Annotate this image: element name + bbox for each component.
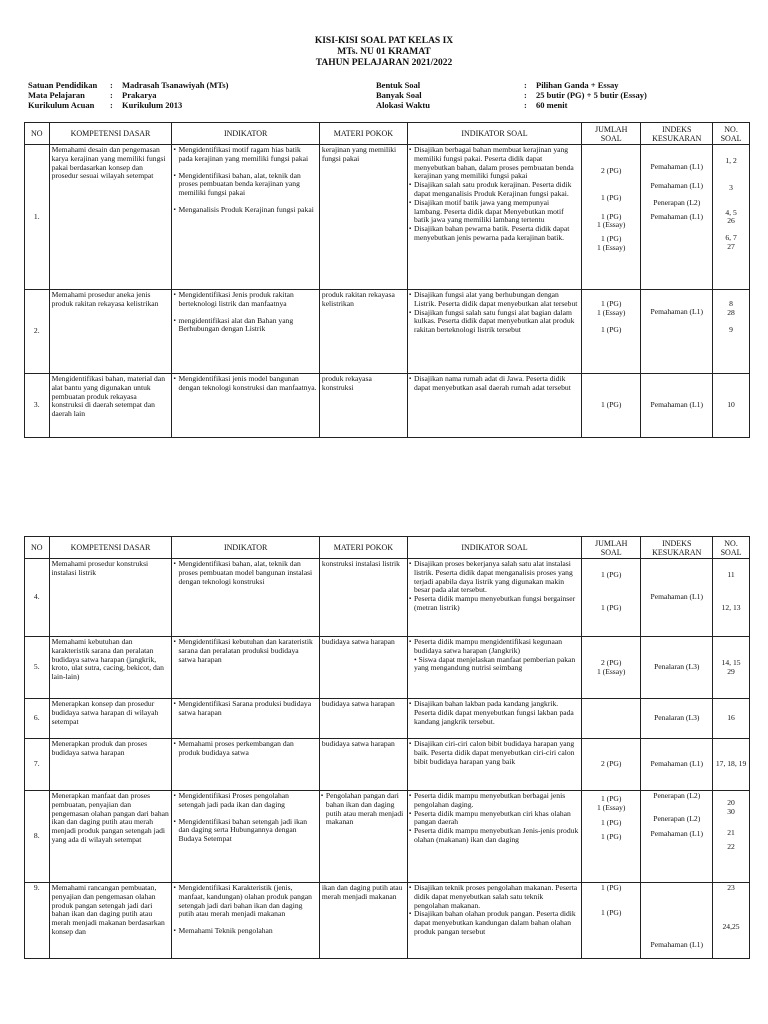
doc-title: KISI-KISI SOAL PAT KELAS IX (314, 36, 454, 46)
no-soal-value: 28 (727, 307, 735, 317)
row-kd: Memahami kebutuhan dan karakteristik sarana dan peralatan budidaya satwa harapan (jangkrik, kroto, ulat sutra, cacing, bekicot, dan lain-lain) (49, 637, 172, 699)
col-no: NO (25, 123, 50, 145)
jumlah-value: 1 (PG) (600, 570, 622, 579)
row-kd: Memahami rancangan pembuatan, penyajian dan pengemasan olahan produk pangan setengah jadi dari bahan ikan dan daging putih atau merah menjadi makanan berdasarkan konsep dan (49, 883, 172, 959)
row-indeks (641, 637, 713, 699)
meta-key: Mata Pelajaran (28, 90, 85, 100)
row-no: 1. (25, 145, 50, 290)
list-item: ▪ Disajikan bahan olahan produk pangan. Peserta didik dapat menyebutkan kandungan dalam bahan olahan produk pangan tersebut (410, 910, 579, 936)
table-row (25, 559, 750, 637)
row-kd: Memahami prosedur aneka jenis produk rakitan rekayasa kelistrikan (49, 290, 172, 374)
row-kd: Mengidentifikasi bahan, material dan alat bantu yang digunakan untuk pembuatan produk rekayasa konstruksi di daerah setempat dan daerah lain (49, 374, 172, 438)
meta-key: Satuan Pendidikan (28, 80, 98, 90)
meta-key: Bentuk Soal (376, 80, 421, 90)
row-kd: Memahami desain dan pengemasan karya kerajinan yang memiliki fungsi pakai berdasarkan konsep dan prosedur sesuai wilayah setempat (49, 145, 172, 290)
meta-key: Kurikulum Acuan (28, 100, 95, 110)
col-kompetensi-dasar: KOMPETENSI DASAR (49, 537, 172, 559)
table-row (25, 145, 750, 290)
list-item: ▪ Disajikan fungsi salah satu fungsi alat bagian dalam kulkas. Peserta didik dapat menyebutkan alat produk rakitan berteknologi listrik tersebut (410, 309, 579, 335)
row-materi: budidaya satwa harapan (319, 637, 407, 699)
list-item: ▪ Peserta didik mampu mengidentifikasi kegunaan budidaya satwa harapan (Jangkrik) (410, 638, 579, 656)
indeks-value: Pemahaman (L1) (650, 828, 704, 838)
jumlah-value: 1 (Essay) (596, 242, 626, 252)
row-no-soal (713, 637, 750, 699)
list-item: ▪ Mengidentifikasi bahan, alat, teknik dan proses pembuatan model bangunan instalasi dengan teknologi konstruksi (174, 560, 316, 586)
jumlah-value: 1 (PG) (600, 324, 622, 334)
indeks-value: Penerapan (L2) (653, 197, 701, 207)
no-soal-value: 16 (727, 713, 735, 723)
list-item: ▪ Mengidentifikasi bahan, alat, teknik dan proses pembuatan benda kerajinan yang memiliki fungsi pakai (174, 172, 316, 198)
row-jumlah (582, 699, 641, 739)
jumlah-value: 1 (Essay) (596, 220, 626, 230)
col-kompetensi-dasar: KOMPETENSI DASAR (49, 123, 172, 145)
jumlah-value: 1 (PG) (600, 400, 622, 410)
row-indikator (172, 290, 319, 374)
kisi-table-2 (24, 536, 750, 959)
no-soal-value: 29 (727, 666, 735, 676)
row-indeks (641, 290, 713, 374)
jumlah-value: 2 (PG) (600, 759, 622, 769)
list-item: ▪ Disajikan fungsi alat yang berhubungan dengan Listrik. Peserta didik dapat menyebutkan alat tersebut (410, 291, 579, 309)
row-indeks (641, 791, 713, 883)
meta-value: Prakarya (122, 90, 157, 100)
row-indikator-soal (407, 739, 581, 791)
list-item: ▪ Mengidentifikasi kebutuhan dan karateristik sarana dan peralatan produksi budidaya satwa harapan (174, 638, 316, 664)
col-indikator-soal: INDIKATOR SOAL (407, 123, 581, 145)
indeks-value: Pemahaman (L1) (650, 180, 704, 190)
list-item: ▪ mengidentifikasi alat dan Bahan yang Berhubungan dengan Listrik (174, 317, 316, 335)
indeks-value: Pemahaman (L1) (650, 307, 704, 316)
no-soal-value: 21 (727, 827, 735, 837)
row-materi: ikan dan daging putih atau merah menjadi makanan (319, 883, 407, 959)
list-item: ▪ Memahami proses perkembangan dan produk budidaya satwa (174, 740, 316, 758)
row-no: 2. (25, 290, 50, 374)
row-materi (319, 791, 407, 883)
row-materi: kerajinan yang memiliki fungsi pakai (319, 145, 407, 290)
jumlah-value: 1 (Essay) (596, 802, 626, 812)
no-soal-value: 12, 13 (721, 602, 741, 612)
doc-year: TAHUN PELAJARAN 2021/2022 (315, 58, 453, 68)
table-row (25, 290, 750, 374)
table-header-row (25, 123, 750, 145)
jumlah-value: 2 (PG) (600, 657, 622, 667)
list-item: ▪ Mengidentifikasi Karakteristik (jenis, manfaat, kandungan) olahan produk pangan setengah jadi dari bahan ikan dan daging putih atau merah menjadi makanan (174, 884, 316, 919)
row-indeks (641, 374, 713, 438)
row-jumlah (582, 791, 641, 883)
list-item: ▪ Mengidentifikasi jenis model bangunan dengan teknologi konstruksi dan manfaatnya. (174, 375, 316, 393)
list-item: ▪ Disajikan ciri-ciri calon bibit budidaya harapan yang baik. Peserta didik dapat menyebutkan ciri-ciri calon bibit budidaya harapan yang baik (410, 740, 579, 766)
no-soal-value: 10 (727, 400, 735, 410)
table-row (25, 699, 750, 739)
row-jumlah (582, 739, 641, 791)
doc-school: MTs. NU 01 KRAMAT (337, 47, 431, 57)
list-item: ▪ Mengidentifikasi bahan setengah jadi ikan dan daging serta Hubungannya dengan Budaya Setempat (174, 818, 316, 844)
meta-key: Alokasi Waktu (376, 100, 430, 110)
indeks-value: Pemahaman (L1) (650, 212, 704, 222)
row-jumlah (582, 637, 641, 699)
indeks-value: Pemahaman (L1) (650, 400, 704, 410)
no-soal-value: 20 (727, 798, 735, 807)
table-header-row (25, 537, 750, 559)
no-soal-value: 1, 2 (725, 156, 737, 165)
row-indikator-soal (407, 559, 581, 637)
meta-value: 25 butir (PG) + 5 butir (Essay) (536, 90, 647, 100)
row-indikator-soal (407, 145, 581, 290)
no-soal-value: 22 (727, 842, 735, 852)
list-item: ▪ Peserta didik mampu menyebutkan ciri khas olahan pangan daerah (410, 810, 579, 828)
meta-value: 60 menit (536, 100, 568, 110)
col-indeks-kesukaran: INDEKS KESUKARAN (641, 537, 713, 559)
row-indeks (641, 145, 713, 290)
jumlah-value: 1 (PG) (600, 883, 622, 892)
row-jumlah (582, 290, 641, 374)
row-indikator (172, 791, 319, 883)
row-kd: Memahami prosedur konstruksi instalasi listrik (49, 559, 172, 637)
row-kd: Menerapkan produk dan proses budidaya satwa harapan (49, 739, 172, 791)
jumlah-value: 1 (Essay) (596, 666, 626, 676)
jumlah-value: 1 (PG) (600, 602, 622, 612)
indeks-value: Penerapan (L2) (653, 791, 701, 800)
meta-left: Satuan Pendidikan : Madrasah Tsanawiyah (MTs) Mata Pelajaran : Prakarya Kurikulum Acuan : Kurikulum 2013 (28, 80, 229, 110)
list-item: ▪ Disajikan nama rumah adat di Jawa. Peserta didik dapat menyebutkan asal daerah rumah adat tersebut (410, 375, 579, 393)
no-soal-value: 6, 7 (725, 233, 737, 243)
list-item: ▪ Menganalisis Produk Kerajinan fungsi pakai (174, 206, 316, 215)
jumlah-value: 1 (PG) (600, 234, 622, 244)
row-indikator-soal (407, 791, 581, 883)
indeks-value: Pemahaman (L1) (650, 759, 704, 769)
table-row (25, 739, 750, 791)
col-indikator-soal: INDIKATOR SOAL (407, 537, 581, 559)
table-row (25, 374, 750, 438)
meta-value: Pilihan Ganda + Essay (536, 80, 619, 90)
row-no-soal (713, 791, 750, 883)
col-materi-pokok: MATERI POKOK (319, 537, 407, 559)
indeks-value: Penalaran (L3) (654, 713, 700, 723)
row-indeks (641, 883, 713, 959)
col-no-soal: NO. SOAL (713, 123, 750, 145)
row-no-soal (713, 374, 750, 438)
col-no-soal: NO. SOAL (713, 537, 750, 559)
row-materi: produk rekayasa konstruksi (319, 374, 407, 438)
row-materi: budidaya satwa harapan (319, 739, 407, 791)
jumlah-value: 1 (PG) (600, 794, 622, 803)
row-no: 6. (25, 699, 50, 739)
row-indikator-soal (407, 699, 581, 739)
meta-right: Bentuk Soal : Pilihan Ganda + Essay Banyak Soal : 25 butir (PG) + 5 butir (Essay) Alokasi Waktu : 60 menit (376, 80, 647, 110)
col-no: NO (25, 537, 50, 559)
indeks-value: Penalaran (L3) (654, 662, 700, 672)
jumlah-value: 1 (PG) (600, 192, 622, 202)
table-row (25, 637, 750, 699)
col-indeks-kesukaran: INDEKS KESUKARAN (641, 123, 713, 145)
meta-value: Kurikulum 2013 (122, 100, 183, 110)
row-indikator (172, 374, 319, 438)
list-item: ▪ Disajikan bahan pewarna batik. Peserta didik dapat menyebutkan jenis pewarna pada kerajinan batik. (410, 225, 579, 243)
row-indikator (172, 699, 319, 739)
meta-value: Madrasah Tsanawiyah (MTs) (122, 80, 229, 90)
row-indikator-soal (407, 290, 581, 374)
row-jumlah (582, 145, 641, 290)
list-item: ▪ Mengidentifikasi motif ragam hias batik pada kerajinan yang memiliki fungsi pakai (174, 146, 316, 164)
row-indeks (641, 559, 713, 637)
no-soal-value: 27 (727, 241, 735, 251)
jumlah-value: 1 (PG) (600, 907, 622, 917)
row-no: 8. (25, 791, 50, 883)
row-no-soal (713, 559, 750, 637)
list-item: ▪ Peserta didik mampu menyebutkan Jenis-jenis produk olahan (makanan) ikan dan daging (410, 827, 579, 845)
row-jumlah (582, 559, 641, 637)
row-no-soal (713, 145, 750, 290)
row-jumlah (582, 374, 641, 438)
indeks-value: Pemahaman (L1) (650, 592, 704, 602)
col-jumlah-soal: JUMLAH SOAL (582, 537, 641, 559)
list-item: • Siswa dapat menjelaskan manfaat pemberian pakan yang mengandung nutrisi seimbang (413, 654, 576, 673)
no-soal-value: 24,25 (722, 921, 740, 931)
list-item: ▪ Pengolahan pangan dari bahan ikan dan daging putih atau merah menjadi makanan (322, 792, 405, 827)
no-soal-value: 8 (729, 299, 733, 308)
row-indikator (172, 559, 319, 637)
no-soal-value: 14, 15 (721, 657, 741, 667)
row-indikator (172, 739, 319, 791)
row-kd: Menerapkan konsep dan prosedur budidaya satwa harapan di wilayah setempat (49, 699, 172, 739)
row-no-soal (713, 739, 750, 791)
jumlah-value: 1 (PG) (600, 211, 622, 221)
row-materi: budidaya satwa harapan (319, 699, 407, 739)
row-indikator (172, 883, 319, 959)
jumlah-value: 1 (PG) (600, 832, 622, 842)
meta-key: Banyak Soal (376, 90, 422, 100)
row-indeks (641, 739, 713, 791)
col-indikator: INDIKATOR (172, 537, 319, 559)
list-item: ▪ Disajikan proses bekerjanya salah satu alat instalasi listrik. Peserta didik dapat menganalisis proses yang terjadi apabila daya listrik yang digunakan makin besar pada alat tersebut. (410, 560, 579, 595)
row-indikator (172, 637, 319, 699)
indeks-value: Pemahaman (L1) (650, 162, 704, 171)
table-row (25, 791, 750, 883)
row-no-soal (713, 290, 750, 374)
row-no: 3. (25, 374, 50, 438)
row-no: 9. (25, 883, 50, 959)
row-no: 5. (25, 637, 50, 699)
jumlah-value: 1 (PG) (600, 817, 622, 827)
col-jumlah-soal: JUMLAH SOAL (582, 123, 641, 145)
no-soal-value: 11 (727, 570, 735, 579)
jumlah-value: 2 (PG) (600, 166, 622, 175)
list-item: ▪ Mengidentifikasi Proses pengolahan setengah jadi pada ikan dan daging (174, 792, 316, 810)
row-no: 4. (25, 559, 50, 637)
jumlah-value: 1 (PG) (600, 299, 622, 308)
row-no-soal (713, 699, 750, 739)
row-indikator-soal (407, 637, 581, 699)
list-item: ▪ Disajikan salah satu produk kerajinan. Peserta didik dapat menganalisis Produk Kerajinan fungsi pakai. (410, 181, 579, 199)
row-no: 7. (25, 739, 50, 791)
row-jumlah (582, 883, 641, 959)
list-item: ▪ Memahami Teknik pengolahan (174, 927, 316, 936)
list-item: ▪ Disajikan motif batik jawa yang mempunyai lambang. Peserta didik dapat Menyebutkan motif batik jawa yang memiliki lambang tertentu (410, 199, 579, 225)
row-indikator-soal (407, 374, 581, 438)
no-soal-value: 30 (727, 806, 735, 816)
row-no-soal (713, 883, 750, 959)
list-item: ▪ Disajikan teknik proses pengolahan makanan. Peserta didik dapat menyebutkan salah satu teknik pengolahan makanan. (410, 884, 579, 910)
no-soal-value: 26 (727, 216, 735, 226)
no-soal-value: 3 (729, 182, 733, 192)
row-kd: Menerapkan manfaat dan proses pembuatan, penyajian dan pengemasan olahan pangan dari bahan ikan dan daging putih atau merah menjadi produk pangan setengah jadi yang ada di wilayah setempat (49, 791, 172, 883)
list-item: ▪ Mengidentifikasi Sarana produksi budidaya satwa harapan (174, 700, 316, 718)
table-row (25, 883, 750, 959)
row-indikator-soal (407, 883, 581, 959)
row-indeks (641, 699, 713, 739)
indeks-value: Penerapan (L2) (653, 813, 701, 823)
list-item: ▪ Peserta didik mampu menyebutkan fungsi bergainser (metran listrik) (410, 595, 579, 613)
row-materi: produk rakitan rekayasa kelistrikan (319, 290, 407, 374)
no-soal-value: 4, 5 (725, 207, 737, 217)
no-soal-value: 9 (729, 324, 733, 334)
list-item: ▪ Disajikan bahan lakban pada kandang jangkrik. Peserta didik dapat menyebutkan fungsi lakban pada kandang jangkrik tersebut. (410, 700, 579, 726)
jumlah-value: 1 (Essay) (596, 307, 626, 317)
row-materi: konstruksi instalasi listrik (319, 559, 407, 637)
kisi-table-1 (24, 122, 750, 438)
col-indikator: INDIKATOR (172, 123, 319, 145)
row-indikator (172, 145, 319, 290)
no-soal-value: 17, 18, 19 (715, 759, 747, 769)
col-materi-pokok: MATERI POKOK (319, 123, 407, 145)
list-item: ▪ Peserta didik mampu menyebutkan berbagai jenis pengolahan daging. (410, 792, 579, 810)
list-item: ▪ Disajikan berbagai bahan membuat kerajinan yang memiliki fungsi pakai. Peserta didik dapat menyebutkan bahan, dalam proses pembuatan benda kerajinan yang memiliki fungsi pakai (410, 146, 579, 181)
list-item: ▪ Mengidentifikasi Jenis produk rakitan berteknologi listrik dan manfaatnya (174, 291, 316, 309)
indeks-value: Pemahaman (L1) (650, 940, 704, 950)
no-soal-value: 23 (727, 883, 735, 892)
